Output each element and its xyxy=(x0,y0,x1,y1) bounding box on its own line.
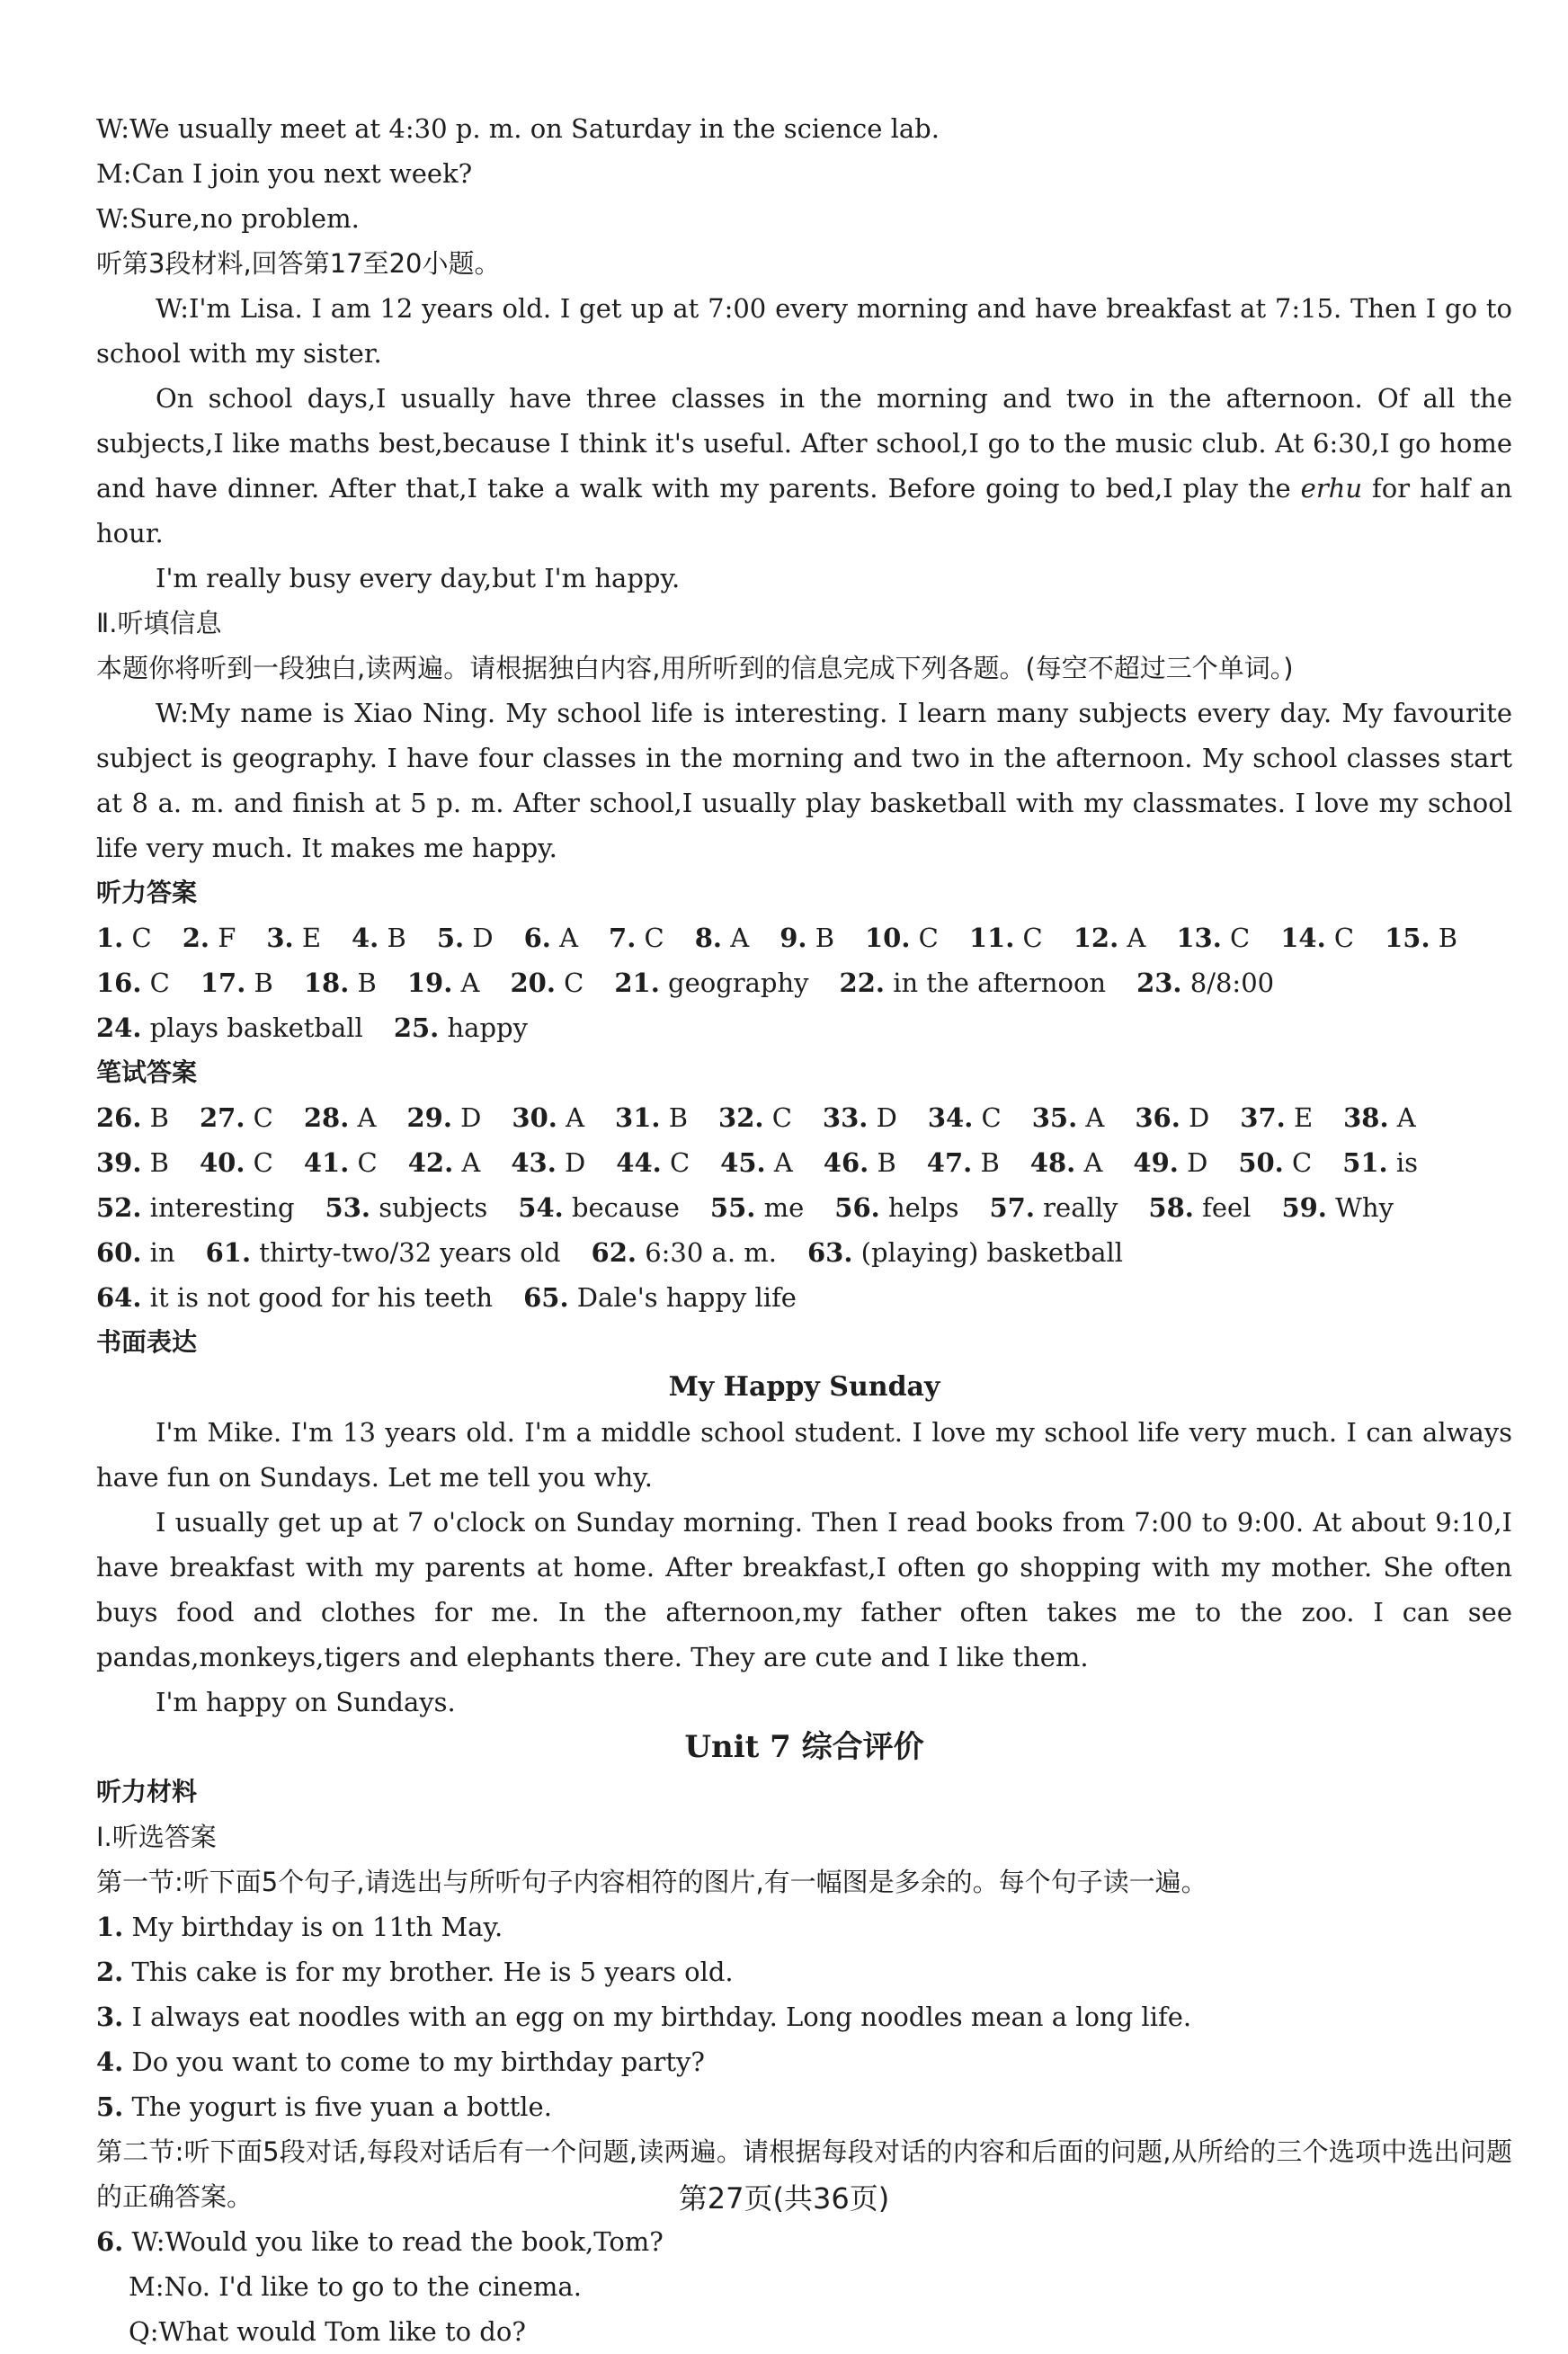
sentence-text: Do you want to come to my birthday party? xyxy=(131,2046,705,2077)
answer-number: 48. xyxy=(1029,1147,1076,1178)
answer-number: 62. xyxy=(591,1237,637,1268)
answer-number: 2. xyxy=(182,923,209,953)
answer-item xyxy=(96,1275,493,1320)
answer-value: C xyxy=(669,1147,690,1178)
answer-value: helps xyxy=(887,1192,959,1223)
answer-number: 17. xyxy=(200,967,246,998)
answer-number: 59. xyxy=(1281,1192,1327,1223)
answer-value: E xyxy=(301,923,321,953)
sentence-number: 3. xyxy=(96,2002,124,2032)
answer-number: 25. xyxy=(393,1012,440,1043)
answer-item xyxy=(1343,1095,1416,1140)
answer-number: 24. xyxy=(96,1012,142,1043)
answer-value: B xyxy=(149,1147,169,1178)
answer-item xyxy=(1032,1095,1105,1140)
answer-value: E xyxy=(1293,1102,1314,1133)
answer-number: 20. xyxy=(510,967,556,998)
answer-number: 38. xyxy=(1343,1102,1389,1133)
answer-item xyxy=(865,915,939,960)
answer-item xyxy=(510,960,584,1005)
answer-number: 61. xyxy=(205,1237,252,1268)
answer-value: really xyxy=(1043,1192,1118,1223)
answer-item xyxy=(96,1005,363,1050)
answer-value: 8/8:00 xyxy=(1189,967,1275,998)
part1-section2-instruction: 第二节:听下面5段对话,每段对话后有一个问题,读两遍。请根据每段对话的内容和后面的问题,从所给的三个选项中选出问题的正确答案。 xyxy=(96,2136,1512,2212)
answer-number: 55. xyxy=(709,1192,756,1223)
part2-instruction: 本题你将听到一段独白,读两遍。请根据独白内容,用所听到的信息完成下列各题。(每空不超过三个单词。) xyxy=(96,653,1294,683)
answer-number: 14. xyxy=(1280,923,1326,953)
answer-value: C xyxy=(149,967,170,998)
dialog6-number: 6. xyxy=(96,2226,124,2257)
answer-number: 11. xyxy=(968,923,1015,953)
section3-paragraph xyxy=(96,376,1512,556)
answer-number: 34. xyxy=(927,1102,974,1133)
answer-item xyxy=(615,1095,688,1140)
answer-value: A xyxy=(1396,1102,1416,1133)
essay-paragraph: I'm Mike. I'm 13 years old. I'm a middle school student. I love my school life very much. I can always have fun on Sundays. Let me tell you why. xyxy=(96,1417,1512,1493)
answer-item xyxy=(183,915,236,960)
answer-item xyxy=(200,1095,273,1140)
answer-item xyxy=(512,1095,584,1140)
answer-item xyxy=(304,960,377,1005)
answer-value: C xyxy=(918,923,939,953)
answer-item xyxy=(1133,1140,1207,1185)
answer-item xyxy=(394,1005,528,1050)
answer-item xyxy=(518,1185,680,1230)
answer-item xyxy=(1240,1095,1313,1140)
answer-number: 6. xyxy=(523,923,551,953)
sentence-number: 5. xyxy=(96,2091,124,2122)
answer-value: B xyxy=(815,923,834,953)
essay-paragraph: I'm happy on Sundays. xyxy=(156,1687,456,1717)
answer-value: D xyxy=(1189,1102,1210,1133)
answer-item xyxy=(990,1185,1118,1230)
answer-number: 49. xyxy=(1133,1147,1179,1178)
dialog6-line xyxy=(96,2219,1512,2264)
sentence-number: 2. xyxy=(96,1957,124,1987)
answer-number: 33. xyxy=(822,1102,869,1133)
sentence-item xyxy=(96,1994,1512,2039)
answer-value: B xyxy=(877,1147,896,1178)
answer-item xyxy=(96,1185,295,1230)
sentence-text: This cake is for my brother. He is 5 years old. xyxy=(131,1957,734,1987)
answer-item xyxy=(969,915,1043,960)
answer-value: C xyxy=(253,1147,273,1178)
answer-value: B xyxy=(1438,923,1458,953)
answer-item xyxy=(1342,1140,1418,1185)
sentence-item xyxy=(96,1949,1512,1994)
answer-number: 65. xyxy=(523,1282,569,1313)
answer-value: C xyxy=(1022,923,1043,953)
answer-number: 63. xyxy=(807,1237,853,1268)
section3-paragraph-tail: for half an hour. xyxy=(96,473,1512,548)
answer-number: 9. xyxy=(780,923,807,953)
answer-number: 36. xyxy=(1135,1102,1180,1133)
answer-number: 8. xyxy=(694,923,723,953)
writing-title: 书面表达 xyxy=(96,1327,198,1357)
answer-value: C xyxy=(771,1102,792,1133)
answer-value: D xyxy=(876,1102,897,1133)
answer-value: B xyxy=(149,1102,169,1133)
answer-value: is xyxy=(1395,1147,1419,1178)
answer-value: D xyxy=(472,923,494,953)
answer-item xyxy=(616,1140,690,1185)
dialog6-line: M:No. I'd like to go to the cinema. xyxy=(129,2271,582,2302)
answer-number: 58. xyxy=(1148,1192,1194,1223)
answer-number: 57. xyxy=(989,1192,1035,1223)
answer-number: 51. xyxy=(1342,1147,1388,1178)
dialog-line: W:We usually meet at 4:30 p. m. on Saturday in the science lab. xyxy=(96,113,940,144)
part2-title: Ⅱ.听填信息 xyxy=(96,608,222,638)
answer-number: 19. xyxy=(406,967,453,998)
answer-value: C xyxy=(644,923,664,953)
answer-value: B xyxy=(357,967,377,998)
part1-title: Ⅰ.听选答案 xyxy=(96,1822,217,1852)
answer-item xyxy=(408,1140,481,1185)
answer-item xyxy=(1135,1095,1209,1140)
answer-value: subjects xyxy=(379,1192,488,1223)
answer-item xyxy=(592,1230,777,1275)
answer-number: 31. xyxy=(615,1102,661,1133)
answer-value: me xyxy=(763,1192,805,1223)
sentence-number: 4. xyxy=(96,2046,124,2077)
answer-number: 56. xyxy=(834,1192,880,1223)
answer-item xyxy=(609,915,664,960)
answer-item xyxy=(96,1140,169,1185)
answer-value: A xyxy=(1083,1147,1103,1178)
answer-number: 15. xyxy=(1385,923,1430,953)
answer-number: 28. xyxy=(303,1102,350,1133)
answer-value: Why xyxy=(1335,1192,1394,1223)
answer-value: D xyxy=(565,1147,586,1178)
answer-number: 21. xyxy=(614,967,660,998)
answer-number: 26. xyxy=(96,1102,142,1133)
answer-value: C xyxy=(131,923,152,953)
sentence-item xyxy=(96,2084,1512,2129)
answer-value: B xyxy=(254,967,273,998)
answer-number: 10. xyxy=(865,923,911,953)
answer-number: 43. xyxy=(511,1147,557,1178)
answer-item xyxy=(834,1185,958,1230)
answer-number: 7. xyxy=(609,923,637,953)
part2-monologue: W:My name is Xiao Ning. My school life is interesting. I learn many subjects every day. My favourite subject is geography. I have four classes in the morning and two in the afternoon. My school classes start at 8 a. m. and finish at 5 p. m. After school,I usually play basketball with my classmates. I love my school life very much. It makes me happy. xyxy=(96,698,1512,863)
answer-number: 35. xyxy=(1031,1102,1078,1133)
answer-number: 13. xyxy=(1176,923,1222,953)
answer-number: 16. xyxy=(96,967,142,998)
section3-paragraph: W:I'm Lisa. I am 12 years old. I get up at 7:00 every morning and have breakfast at 7:15. Then I go to school with my sister. xyxy=(96,293,1512,369)
dialog-line: W:Sure,no problem. xyxy=(96,203,360,234)
answer-number: 64. xyxy=(96,1282,142,1313)
answer-item xyxy=(325,1185,488,1230)
answer-value: in the afternoon xyxy=(893,967,1107,998)
answer-value: thirty-two/32 years old xyxy=(259,1237,561,1268)
answer-value: A xyxy=(1085,1102,1105,1133)
answer-item xyxy=(807,1230,1123,1275)
page-number: 第27页(共36页) xyxy=(678,2181,890,2216)
answer-number: 1. xyxy=(96,923,124,953)
answer-item xyxy=(614,960,808,1005)
answer-value: A xyxy=(460,967,480,998)
answer-number: 46. xyxy=(823,1147,869,1178)
answer-value: B xyxy=(980,1147,1000,1178)
answer-value: 6:30 a. m. xyxy=(645,1237,777,1268)
answer-item xyxy=(511,1140,585,1185)
sentence-text: The yogurt is five yuan a bottle. xyxy=(131,2091,552,2122)
answer-value: because xyxy=(571,1192,680,1223)
written-answers-title: 笔试答案 xyxy=(96,1057,198,1087)
answer-item xyxy=(718,1095,792,1140)
answer-item xyxy=(1280,915,1354,960)
sentence-item xyxy=(96,2039,1512,2084)
answer-number: 30. xyxy=(512,1102,557,1133)
answer-value: interesting xyxy=(149,1192,295,1223)
sentence-number: 1. xyxy=(96,1912,124,1942)
answer-item xyxy=(96,1095,169,1140)
sentence-text: My birthday is on 11th May. xyxy=(131,1912,503,1942)
answer-item xyxy=(406,1095,481,1140)
answer-item xyxy=(200,960,273,1005)
answer-number: 42. xyxy=(407,1147,454,1178)
answer-number: 60. xyxy=(96,1237,142,1268)
essay-title: My Happy Sunday xyxy=(668,1371,940,1403)
section3-paragraph-text: On school days,I usually have three classes in the morning and two in the afternoon. Of all the subjects,I like maths best,because I think it's useful. After school,I go to the music club. At 6:30,I go home and have dinner. After that,I take a walk with my parents. Before going to bed,I play the xyxy=(96,383,1512,504)
answer-item xyxy=(437,915,494,960)
answer-item xyxy=(1136,960,1274,1005)
answer-item xyxy=(352,915,406,960)
part1-section1-instruction: 第一节:听下面5个句子,请选出与所听句子内容相符的图片,有一幅图是多余的。每个句子读一遍。 xyxy=(96,1867,1207,1897)
dialog6-line: Q:What would Tom like to do? xyxy=(129,2316,526,2347)
page-content xyxy=(96,106,1512,2354)
answer-value: it is not good for his teeth xyxy=(149,1282,494,1313)
answer-number: 53. xyxy=(325,1192,370,1223)
answer-number: 44. xyxy=(616,1147,662,1178)
answer-item xyxy=(695,915,749,960)
answer-value: C xyxy=(1230,923,1251,953)
answer-number: 45. xyxy=(720,1147,766,1178)
answer-value: C xyxy=(253,1102,273,1133)
answer-item xyxy=(200,1140,273,1185)
answer-number: 27. xyxy=(199,1102,245,1133)
answer-item xyxy=(840,960,1107,1005)
answer-number: 23. xyxy=(1136,967,1182,998)
section3-instruction: 听第3段材料,回答第17至20小题。 xyxy=(96,248,501,279)
answer-number: 50. xyxy=(1238,1147,1284,1178)
answer-value: A xyxy=(566,1102,585,1133)
answer-number: 4. xyxy=(352,923,379,953)
answer-item xyxy=(407,960,480,1005)
answer-item xyxy=(1385,915,1457,960)
answer-number: 37. xyxy=(1240,1102,1286,1133)
answer-item xyxy=(720,1140,793,1185)
answer-item xyxy=(780,915,834,960)
answer-number: 3. xyxy=(266,923,294,953)
answer-item xyxy=(206,1230,561,1275)
answer-value: C xyxy=(981,1102,1002,1133)
answer-value: C xyxy=(1333,923,1355,953)
answer-item xyxy=(523,1275,797,1320)
answer-item xyxy=(823,1095,897,1140)
answer-item xyxy=(1148,1185,1251,1230)
answer-item xyxy=(824,1140,896,1185)
answer-item xyxy=(928,1095,1002,1140)
answer-value: B xyxy=(668,1102,689,1133)
answer-value: C xyxy=(1292,1147,1313,1178)
answer-value: D xyxy=(460,1102,482,1133)
answer-number: 18. xyxy=(303,967,350,998)
answer-value: C xyxy=(357,1147,378,1178)
answer-number: 54. xyxy=(518,1192,564,1223)
listening-answers-list xyxy=(96,915,1512,1050)
answer-value: B xyxy=(387,923,406,953)
unit-title: Unit 7 综合评价 xyxy=(684,1729,924,1765)
listening-answers-title: 听力答案 xyxy=(96,878,198,907)
answer-item xyxy=(1074,915,1146,960)
answer-number: 22. xyxy=(839,967,885,998)
answer-value: A xyxy=(461,1147,481,1178)
answer-number: 52. xyxy=(96,1192,142,1223)
listening-material-title: 听力材料 xyxy=(96,1777,198,1806)
answer-item xyxy=(1030,1140,1103,1185)
answer-number: 41. xyxy=(303,1147,350,1178)
answer-number: 40. xyxy=(199,1147,245,1178)
answer-item xyxy=(96,915,152,960)
section3-paragraph: I'm really busy every day,but I'm happy. xyxy=(156,563,681,593)
answer-value: A xyxy=(730,923,750,953)
answer-item xyxy=(266,915,321,960)
answer-item xyxy=(96,1230,175,1275)
answer-number: 12. xyxy=(1073,923,1119,953)
sentence-text: I always eat noodles with an egg on my birthday. Long noodles mean a long life. xyxy=(131,2002,1192,2032)
answer-item xyxy=(710,1185,804,1230)
answer-number: 32. xyxy=(718,1102,764,1133)
answer-value: D xyxy=(1187,1147,1208,1178)
essay-paragraph: I usually get up at 7 o'clock on Sunday morning. Then I read books from 7:00 to 9:00. At about 9:10,I have breakfast with my parents at home. After breakfast,I often go shopping with my mother. She often buys food and clothes for me. In the afternoon,my father often takes me to the zoo. I can see pandas,monkeys,tigers and elephants there. They are cute and I like them. xyxy=(96,1507,1512,1672)
answer-number: 39. xyxy=(96,1147,142,1178)
answer-value: (playing) basketball xyxy=(860,1237,1124,1268)
answer-item xyxy=(1176,915,1250,960)
erhu-word: erhu xyxy=(1300,473,1363,504)
written-answers-list xyxy=(96,1095,1512,1320)
answer-value: C xyxy=(564,967,584,998)
answer-value: A xyxy=(357,1102,377,1133)
dialog6-text: W:Would you like to read the book,Tom? xyxy=(131,2226,664,2257)
answer-value: A xyxy=(559,923,579,953)
answer-value: feel xyxy=(1202,1192,1252,1223)
dialog-line: M:Can I join you next week? xyxy=(96,158,473,189)
answer-item xyxy=(524,915,578,960)
answer-value: plays basketball xyxy=(149,1012,363,1043)
answer-item xyxy=(96,960,170,1005)
answer-item xyxy=(304,1140,378,1185)
answer-number: 29. xyxy=(406,1102,452,1133)
answer-item xyxy=(304,1095,377,1140)
answer-value: F xyxy=(218,923,236,953)
answer-value: happy xyxy=(447,1012,528,1043)
answer-number: 47. xyxy=(926,1147,973,1178)
answer-item xyxy=(927,1140,1000,1185)
answer-item xyxy=(1281,1185,1394,1230)
answer-value: geography xyxy=(668,967,809,998)
answer-value: in xyxy=(149,1237,175,1268)
answer-value: A xyxy=(1127,923,1146,953)
answer-number: 5. xyxy=(436,923,465,953)
answer-value: Dale's happy life xyxy=(576,1282,797,1313)
answer-value: A xyxy=(773,1147,793,1178)
sentence-item xyxy=(96,1904,1512,1949)
answer-item xyxy=(1238,1140,1312,1185)
